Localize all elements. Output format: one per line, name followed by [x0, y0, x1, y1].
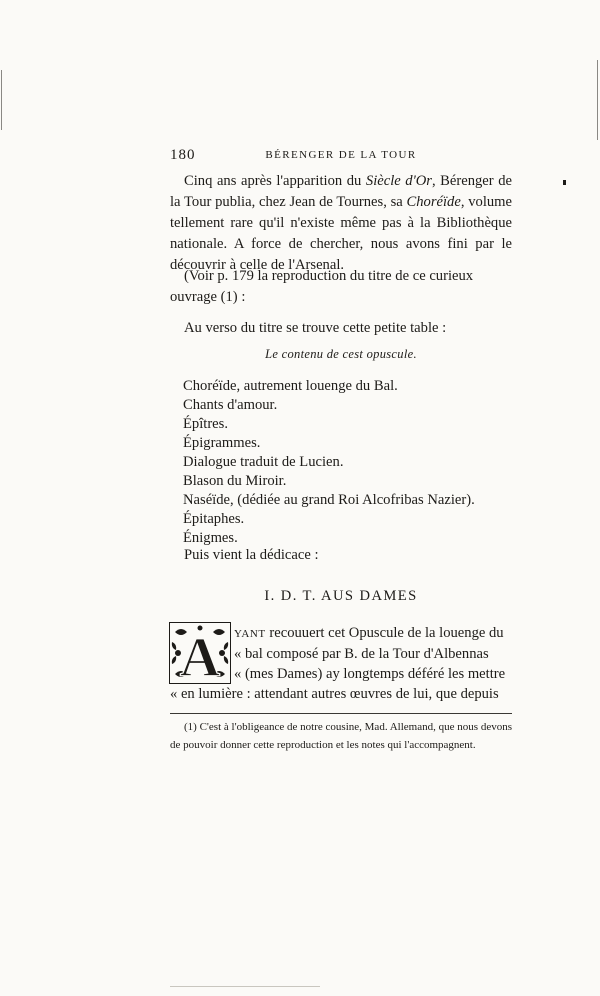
dedication-heading: I. D. T. AUS DAMES	[264, 588, 418, 604]
dedication-line: « bal composé par B. de la Tour d'Albennas	[234, 646, 489, 662]
toc-item: Dialogue traduit de Lucien.	[183, 454, 344, 470]
text-run: Cinq ans après l'apparition du	[184, 173, 366, 189]
ornamental-dropcap-icon	[169, 622, 231, 684]
running-title: BÉRENGER DE LA TOUR	[265, 149, 417, 161]
dedication-line: « en lumière : attendant autres œuvres de lui, que depuis	[170, 686, 499, 702]
page-header	[170, 147, 512, 167]
verso-paragraph: Au verso du titre se trouve cette petite table :	[184, 320, 447, 336]
toc-item: Épîtres.	[183, 416, 228, 432]
book-title-siecle-dor: Siècle d'Or	[365, 173, 432, 189]
toc-item: Épigrammes.	[183, 435, 261, 451]
text-run: recouuert cet Opuscule de la louenge du	[265, 625, 504, 641]
scan-edge-mark	[1, 70, 2, 130]
dedication-line: « (mes Dames) ay longtemps déféré les mettre	[234, 666, 506, 682]
smallcaps-word: YANT	[234, 628, 266, 640]
dedication-line	[234, 625, 513, 642]
toc-item: Épitaphes.	[183, 511, 245, 527]
footnote: (1) C'est à l'obligeance de notre cousine, Mad. Allemand, que nous devons de pouvoir donner cette reproduction et les notes qui l'accompagnent.	[170, 721, 512, 751]
book-title-choreide: Choréïde	[406, 194, 461, 210]
scan-speck	[563, 180, 566, 185]
reference-paragraph: (Voir p. 179 la reproduction du titre de ce curieux ouvrage (1) :	[170, 268, 474, 305]
toc-item: Énigmes.	[183, 530, 238, 546]
toc-item: Chants d'amour.	[183, 397, 278, 413]
svg-text:A: A	[179, 627, 221, 684]
intro-paragraph	[170, 171, 512, 276]
text-run: , Bérenger de la Tour publia, chez Jean de Tournes, sa	[170, 173, 512, 210]
footnote-divider	[170, 713, 512, 714]
scan-edge-mark	[170, 986, 320, 987]
toc-heading: Le contenu de cest opuscule.	[265, 347, 417, 361]
toc-item: Naséïde, (dédiée au grand Roi Alcofribas Nazier).	[183, 492, 475, 508]
text-run: , volume tellement rare qu'il n'existe même pas à la Bibliothèque nationale. A force de chercher, nous avons fini par le découvrir à celle de l'Arsenal.	[170, 194, 512, 273]
page-number: 180	[170, 147, 196, 163]
dedication-intro: Puis vient la dédicace :	[184, 547, 319, 563]
scan-edge-mark	[597, 60, 598, 140]
toc-item: Choréïde, autrement louenge du Bal.	[183, 378, 398, 394]
toc-item: Blason du Miroir.	[183, 473, 287, 489]
table-of-contents	[183, 377, 513, 548]
